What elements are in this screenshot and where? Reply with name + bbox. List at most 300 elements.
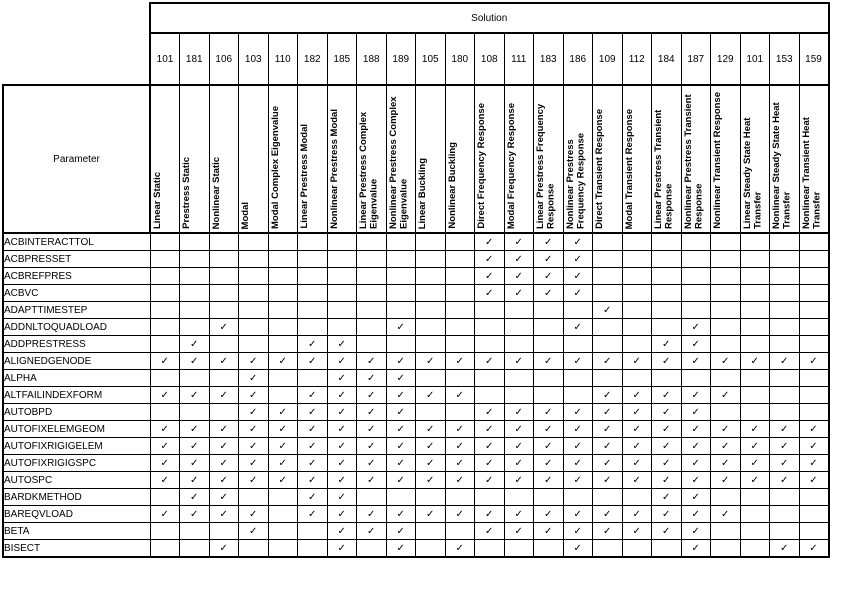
solution-name: Modal Transient Response: [623, 108, 635, 229]
empty-cell: [416, 251, 446, 268]
solution-name-cell: [298, 85, 328, 233]
empty-cell: [357, 540, 387, 558]
empty-cell: [740, 302, 770, 319]
empty-cell: [475, 540, 505, 558]
empty-cell: [770, 285, 800, 302]
check-mark-cell: ✓: [209, 506, 239, 523]
empty-cell: [799, 319, 829, 336]
table-row: [3, 404, 829, 421]
check-mark-cell: ✓: [652, 472, 682, 489]
empty-cell: [799, 336, 829, 353]
parameter-name: ACBVC: [3, 285, 150, 302]
solution-name: Linear Steady State Heat Transfer: [741, 117, 763, 229]
solution-name-cell: [180, 85, 210, 233]
check-mark-cell: ✓: [416, 387, 446, 404]
solution-name-cell: [150, 85, 180, 233]
check-mark-cell: ✓: [416, 472, 446, 489]
table-row: [3, 302, 829, 319]
check-mark-cell: ✓: [799, 455, 829, 472]
empty-cell: [386, 285, 416, 302]
check-mark-cell: ✓: [534, 268, 564, 285]
parameter-name: AUTOFIXELEMGEOM: [3, 421, 150, 438]
empty-cell: [298, 370, 328, 387]
empty-cell: [386, 268, 416, 285]
solution-name: Modal Complex Eigenvalue: [269, 106, 281, 229]
check-mark-cell: ✓: [180, 421, 210, 438]
solution-name-cell: [445, 85, 475, 233]
solution-number: 189: [386, 33, 416, 85]
check-mark-cell: ✓: [799, 540, 829, 558]
check-mark-cell: ✓: [563, 540, 593, 558]
check-mark-cell: ✓: [386, 455, 416, 472]
check-mark-cell: ✓: [563, 251, 593, 268]
empty-cell: [239, 489, 269, 506]
top-left-spacer: [3, 3, 150, 33]
solution-number: 105: [416, 33, 446, 85]
check-mark-cell: ✓: [622, 353, 652, 370]
solution-name-cell: [475, 85, 505, 233]
check-mark-cell: ✓: [298, 421, 328, 438]
parameter-name: ALPHA: [3, 370, 150, 387]
check-mark-cell: ✓: [416, 506, 446, 523]
check-mark-cell: ✓: [209, 472, 239, 489]
check-mark-cell: ✓: [740, 472, 770, 489]
empty-cell: [593, 285, 623, 302]
check-mark-cell: ✓: [534, 233, 564, 251]
empty-cell: [445, 404, 475, 421]
check-mark-cell: ✓: [327, 353, 357, 370]
empty-cell: [416, 336, 446, 353]
solution-name: Linear Prestress Complex Eigenvalue: [358, 111, 380, 229]
empty-cell: [740, 251, 770, 268]
check-mark-cell: ✓: [180, 336, 210, 353]
check-mark-cell: ✓: [534, 506, 564, 523]
check-mark-cell: ✓: [268, 472, 298, 489]
check-mark-cell: ✓: [298, 506, 328, 523]
check-mark-cell: ✓: [150, 455, 180, 472]
empty-cell: [799, 506, 829, 523]
empty-cell: [416, 540, 446, 558]
solution-number: 106: [209, 33, 239, 85]
empty-cell: [504, 319, 534, 336]
check-mark-cell: ✓: [652, 506, 682, 523]
table-row: [3, 233, 829, 251]
table-row: [3, 540, 829, 558]
check-mark-cell: ✓: [209, 489, 239, 506]
check-mark-cell: ✓: [475, 455, 505, 472]
solution-name: Linear Prestress Modal: [299, 124, 310, 229]
check-mark-cell: ✓: [386, 387, 416, 404]
check-mark-cell: ✓: [770, 540, 800, 558]
check-mark-cell: ✓: [268, 421, 298, 438]
solution-name: Prestress Static: [181, 157, 192, 229]
parameter-name: ACBINTERACTTOL: [3, 233, 150, 251]
solution-name: Linear Prestress Transient Response: [653, 109, 675, 229]
solution-name-cell: [652, 85, 682, 233]
check-mark-cell: ✓: [563, 472, 593, 489]
empty-cell: [593, 319, 623, 336]
check-mark-cell: ✓: [386, 353, 416, 370]
solution-number: 112: [622, 33, 652, 85]
check-mark-cell: ✓: [180, 438, 210, 455]
empty-cell: [357, 302, 387, 319]
check-mark-cell: ✓: [298, 455, 328, 472]
parameter-name: BARDKMETHOD: [3, 489, 150, 506]
empty-cell: [593, 540, 623, 558]
check-mark-cell: ✓: [298, 472, 328, 489]
empty-cell: [799, 285, 829, 302]
parameter-column-header: Parameter: [3, 85, 150, 233]
check-mark-cell: ✓: [209, 438, 239, 455]
check-mark-cell: ✓: [563, 285, 593, 302]
empty-cell: [445, 285, 475, 302]
empty-cell: [386, 251, 416, 268]
check-mark-cell: ✓: [534, 523, 564, 540]
check-mark-cell: ✓: [239, 472, 269, 489]
parameter-name: ALIGNEDGENODE: [3, 353, 150, 370]
solution-title: Solution: [150, 3, 829, 33]
check-mark-cell: ✓: [652, 387, 682, 404]
check-mark-cell: ✓: [770, 455, 800, 472]
check-mark-cell: ✓: [268, 438, 298, 455]
empty-cell: [770, 251, 800, 268]
check-mark-cell: ✓: [327, 387, 357, 404]
empty-cell: [150, 336, 180, 353]
check-mark-cell: ✓: [740, 353, 770, 370]
check-mark-cell: ✓: [504, 523, 534, 540]
empty-cell: [268, 370, 298, 387]
matrix-body: [3, 233, 829, 557]
check-mark-cell: ✓: [357, 455, 387, 472]
empty-cell: [180, 233, 210, 251]
check-mark-cell: ✓: [180, 455, 210, 472]
empty-cell: [711, 233, 741, 251]
check-mark-cell: ✓: [593, 506, 623, 523]
check-mark-cell: ✓: [327, 336, 357, 353]
solution-name-cell: [239, 85, 269, 233]
empty-cell: [681, 233, 711, 251]
parameter-name: BISECT: [3, 540, 150, 558]
empty-cell: [416, 319, 446, 336]
check-mark-cell: ✓: [386, 523, 416, 540]
empty-cell: [622, 302, 652, 319]
empty-cell: [711, 319, 741, 336]
solution-number: 188: [357, 33, 387, 85]
table-row: [3, 370, 829, 387]
check-mark-cell: ✓: [681, 455, 711, 472]
check-mark-cell: ✓: [445, 506, 475, 523]
solution-name-row: [3, 85, 829, 233]
solution-name: Nonlinear Prestress Modal: [328, 109, 340, 229]
empty-cell: [622, 370, 652, 387]
parameter-name: ACBPRESSET: [3, 251, 150, 268]
empty-cell: [740, 319, 770, 336]
empty-cell: [711, 302, 741, 319]
empty-cell: [652, 370, 682, 387]
solution-name-cell: [799, 85, 829, 233]
check-mark-cell: ✓: [711, 472, 741, 489]
check-mark-cell: ✓: [711, 421, 741, 438]
empty-cell: [416, 233, 446, 251]
check-mark-cell: ✓: [534, 455, 564, 472]
empty-cell: [445, 233, 475, 251]
empty-cell: [740, 370, 770, 387]
empty-cell: [298, 233, 328, 251]
check-mark-cell: ✓: [770, 421, 800, 438]
empty-cell: [799, 404, 829, 421]
solution-number: 110: [268, 33, 298, 85]
empty-cell: [239, 285, 269, 302]
empty-cell: [711, 489, 741, 506]
solution-name-cell: [327, 85, 357, 233]
empty-cell: [357, 251, 387, 268]
table-row: [3, 472, 829, 489]
check-mark-cell: ✓: [475, 233, 505, 251]
check-mark-cell: ✓: [652, 353, 682, 370]
empty-cell: [770, 370, 800, 387]
solution-parameter-matrix: [2, 2, 830, 558]
check-mark-cell: ✓: [622, 438, 652, 455]
solution-number-row: [3, 33, 829, 85]
solution-name-cell: [681, 85, 711, 233]
solution-number: 101: [740, 33, 770, 85]
check-mark-cell: ✓: [357, 523, 387, 540]
check-mark-cell: ✓: [681, 506, 711, 523]
empty-cell: [681, 268, 711, 285]
check-mark-cell: ✓: [239, 404, 269, 421]
check-mark-cell: ✓: [593, 438, 623, 455]
empty-cell: [711, 251, 741, 268]
empty-cell: [180, 319, 210, 336]
check-mark-cell: ✓: [445, 540, 475, 558]
check-mark-cell: ✓: [563, 268, 593, 285]
check-mark-cell: ✓: [327, 438, 357, 455]
empty-cell: [445, 523, 475, 540]
empty-cell: [180, 251, 210, 268]
solution-number: 184: [652, 33, 682, 85]
check-mark-cell: ✓: [327, 489, 357, 506]
check-mark-cell: ✓: [416, 455, 446, 472]
empty-cell: [622, 540, 652, 558]
solution-number: 109: [593, 33, 623, 85]
empty-cell: [711, 268, 741, 285]
parameter-name: BETA: [3, 523, 150, 540]
empty-cell: [416, 370, 446, 387]
solution-name-cell: [357, 85, 387, 233]
empty-cell: [770, 302, 800, 319]
empty-cell: [239, 268, 269, 285]
check-mark-cell: ✓: [475, 404, 505, 421]
table-row: [3, 319, 829, 336]
check-mark-cell: ✓: [475, 285, 505, 302]
empty-cell: [209, 523, 239, 540]
number-row-spacer: [3, 33, 150, 85]
solution-name-cell: [770, 85, 800, 233]
check-mark-cell: ✓: [209, 421, 239, 438]
parameter-name: ADDPRESTRESS: [3, 336, 150, 353]
empty-cell: [475, 336, 505, 353]
empty-cell: [504, 489, 534, 506]
empty-cell: [652, 302, 682, 319]
check-mark-cell: ✓: [504, 404, 534, 421]
solution-number: 182: [298, 33, 328, 85]
check-mark-cell: ✓: [740, 455, 770, 472]
check-mark-cell: ✓: [563, 506, 593, 523]
check-mark-cell: ✓: [593, 302, 623, 319]
empty-cell: [268, 268, 298, 285]
empty-cell: [209, 268, 239, 285]
check-mark-cell: ✓: [327, 472, 357, 489]
solution-number: 181: [180, 33, 210, 85]
check-mark-cell: ✓: [298, 353, 328, 370]
empty-cell: [475, 387, 505, 404]
check-mark-cell: ✓: [534, 421, 564, 438]
solution-number: 108: [475, 33, 505, 85]
check-mark-cell: ✓: [593, 523, 623, 540]
solution-name: Modal: [240, 201, 251, 229]
table-row: [3, 421, 829, 438]
check-mark-cell: ✓: [681, 336, 711, 353]
empty-cell: [357, 285, 387, 302]
table-row: [3, 489, 829, 506]
check-mark-cell: ✓: [445, 421, 475, 438]
parameter-name: ACBREFPRES: [3, 268, 150, 285]
check-mark-cell: ✓: [711, 455, 741, 472]
empty-cell: [593, 233, 623, 251]
check-mark-cell: ✓: [504, 251, 534, 268]
check-mark-cell: ✓: [652, 523, 682, 540]
check-mark-cell: ✓: [652, 438, 682, 455]
check-mark-cell: ✓: [268, 404, 298, 421]
solution-name-cell: [534, 85, 564, 233]
empty-cell: [770, 489, 800, 506]
empty-cell: [357, 336, 387, 353]
empty-cell: [622, 336, 652, 353]
check-mark-cell: ✓: [386, 421, 416, 438]
parameter-name: AUTOFIXRIGIGELEM: [3, 438, 150, 455]
solution-name-cell: [268, 85, 298, 233]
check-mark-cell: ✓: [150, 387, 180, 404]
check-mark-cell: ✓: [504, 353, 534, 370]
empty-cell: [711, 370, 741, 387]
empty-cell: [622, 233, 652, 251]
check-mark-cell: ✓: [327, 455, 357, 472]
empty-cell: [799, 370, 829, 387]
solution-number: 186: [563, 33, 593, 85]
check-mark-cell: ✓: [386, 319, 416, 336]
check-mark-cell: ✓: [386, 472, 416, 489]
check-mark-cell: ✓: [593, 353, 623, 370]
solution-name-cell: [563, 85, 593, 233]
empty-cell: [534, 302, 564, 319]
check-mark-cell: ✓: [770, 472, 800, 489]
check-mark-cell: ✓: [475, 251, 505, 268]
empty-cell: [770, 233, 800, 251]
check-mark-cell: ✓: [681, 540, 711, 558]
check-mark-cell: ✓: [357, 353, 387, 370]
solution-name: Linear Static: [152, 171, 163, 229]
check-mark-cell: ✓: [209, 387, 239, 404]
check-mark-cell: ✓: [475, 353, 505, 370]
empty-cell: [711, 540, 741, 558]
empty-cell: [239, 540, 269, 558]
check-mark-cell: ✓: [239, 353, 269, 370]
empty-cell: [268, 387, 298, 404]
empty-cell: [298, 251, 328, 268]
check-mark-cell: ✓: [475, 268, 505, 285]
parameter-name: ADAPTTIMESTEP: [3, 302, 150, 319]
parameter-name: AUTOSPC: [3, 472, 150, 489]
check-mark-cell: ✓: [150, 506, 180, 523]
check-mark-cell: ✓: [504, 421, 534, 438]
check-mark-cell: ✓: [681, 472, 711, 489]
empty-cell: [799, 268, 829, 285]
check-mark-cell: ✓: [681, 387, 711, 404]
empty-cell: [268, 302, 298, 319]
solution-name: Linear Buckling: [417, 157, 428, 229]
empty-cell: [534, 319, 564, 336]
check-mark-cell: ✓: [681, 353, 711, 370]
empty-cell: [209, 251, 239, 268]
check-mark-cell: ✓: [622, 523, 652, 540]
empty-cell: [593, 251, 623, 268]
empty-cell: [563, 302, 593, 319]
empty-cell: [740, 523, 770, 540]
check-mark-cell: ✓: [799, 438, 829, 455]
empty-cell: [563, 336, 593, 353]
empty-cell: [180, 540, 210, 558]
empty-cell: [150, 268, 180, 285]
empty-cell: [622, 285, 652, 302]
solution-number: 129: [711, 33, 741, 85]
empty-cell: [475, 302, 505, 319]
empty-cell: [445, 370, 475, 387]
check-mark-cell: ✓: [681, 421, 711, 438]
solution-name: Nonlinear Transient Response: [712, 92, 723, 229]
empty-cell: [357, 489, 387, 506]
empty-cell: [209, 370, 239, 387]
empty-cell: [475, 370, 505, 387]
empty-cell: [150, 251, 180, 268]
check-mark-cell: ✓: [298, 438, 328, 455]
solution-name: Direct Transient Response: [594, 109, 605, 229]
check-mark-cell: ✓: [475, 506, 505, 523]
check-mark-cell: ✓: [652, 421, 682, 438]
empty-cell: [740, 404, 770, 421]
empty-cell: [534, 387, 564, 404]
solution-name-cell: [416, 85, 446, 233]
empty-cell: [622, 251, 652, 268]
check-mark-cell: ✓: [180, 506, 210, 523]
solution-number: 101: [150, 33, 180, 85]
empty-cell: [150, 285, 180, 302]
check-mark-cell: ✓: [416, 421, 446, 438]
check-mark-cell: ✓: [711, 387, 741, 404]
check-mark-cell: ✓: [416, 438, 446, 455]
check-mark-cell: ✓: [593, 472, 623, 489]
table-row: [3, 336, 829, 353]
check-mark-cell: ✓: [180, 489, 210, 506]
solution-number: 103: [239, 33, 269, 85]
empty-cell: [150, 523, 180, 540]
empty-cell: [770, 523, 800, 540]
check-mark-cell: ✓: [180, 353, 210, 370]
empty-cell: [652, 268, 682, 285]
solution-name: Nonlinear Buckling: [446, 142, 458, 229]
solution-number: 111: [504, 33, 534, 85]
empty-cell: [209, 302, 239, 319]
empty-cell: [209, 404, 239, 421]
